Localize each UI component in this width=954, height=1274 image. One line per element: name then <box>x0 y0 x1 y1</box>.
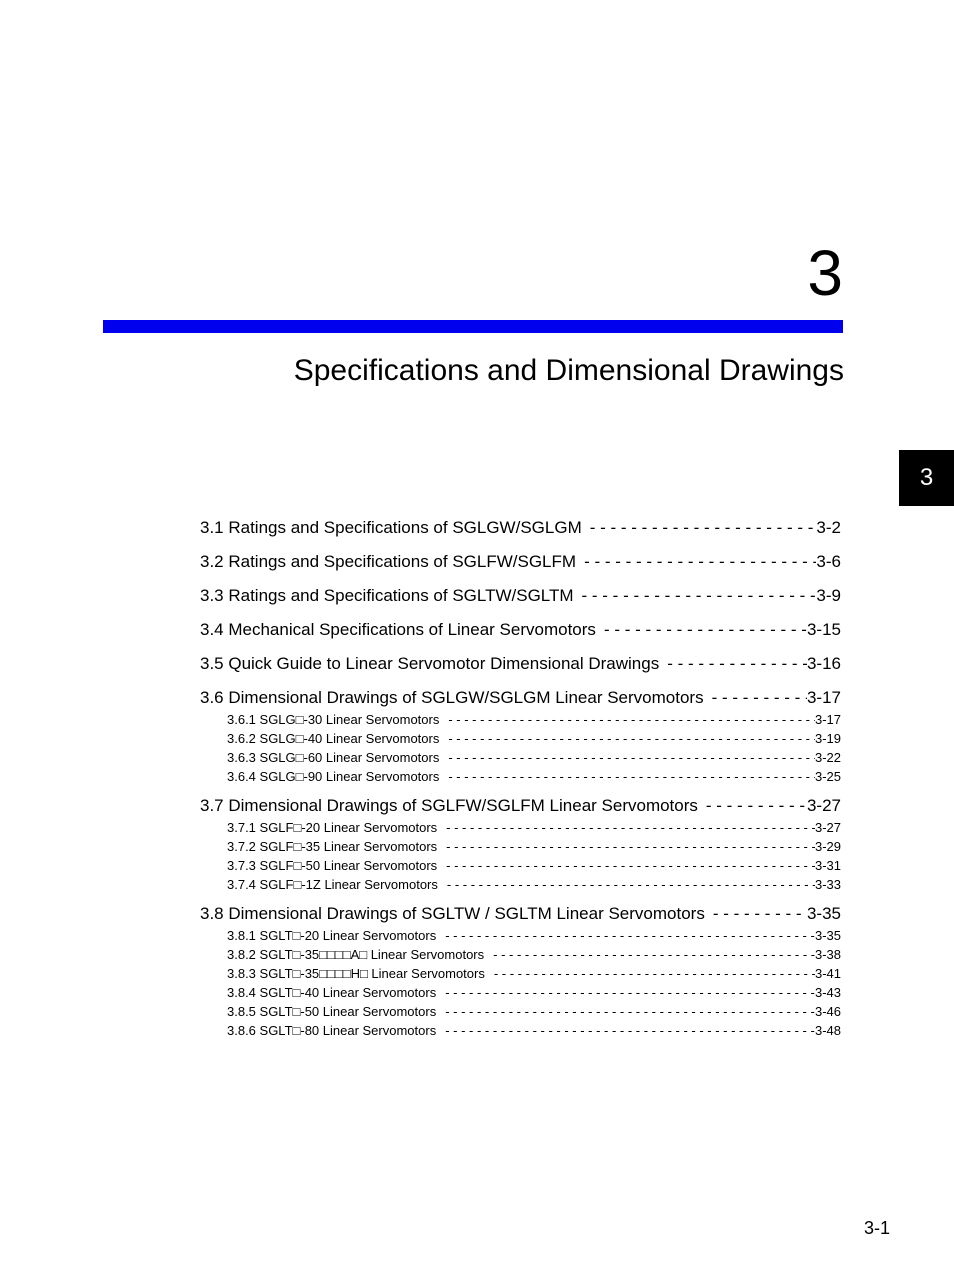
toc-leader <box>485 964 815 983</box>
toc-subentry-title: 3.6.1 SGLG□-30 Linear Servomotors <box>227 712 440 727</box>
toc-subentry-title: 3.8.1 SGLT□-20 Linear Servomotors <box>227 928 437 943</box>
toc-leader <box>439 710 815 729</box>
toc-leader <box>436 926 815 945</box>
toc-entry-3-1[interactable] <box>200 517 841 539</box>
page-number: 3-1 <box>863 1218 890 1238</box>
toc-entry-page: 3-17 <box>806 688 841 707</box>
toc-entry-3-8[interactable] <box>200 903 841 925</box>
toc-subentry-3-6-3[interactable] <box>227 748 841 767</box>
toc-leader <box>439 767 815 786</box>
toc-subentry-3-8-5[interactable] <box>227 1002 841 1021</box>
toc-subentry-page: 3-17 <box>814 712 841 727</box>
chapter-title: Specifications and Dimensional Drawings <box>293 354 844 387</box>
toc-subentry-page: 3-31 <box>814 858 841 873</box>
toc-entry-3-4[interactable] <box>200 619 841 641</box>
toc-entry-title: 3.5 Quick Guide to Linear Servomotor Dimensional Drawings <box>200 654 660 673</box>
toc-entry-3-7[interactable] <box>200 795 841 817</box>
toc-subentry-3-8-6[interactable] <box>227 1021 841 1040</box>
toc-subentry-3-6-1[interactable] <box>227 710 841 729</box>
toc-leader <box>437 818 815 837</box>
toc-subentry-page: 3-48 <box>814 1023 841 1038</box>
toc-entry-title: 3.7 Dimensional Drawings of SGLFW/SGLFM Linear Servomotors <box>200 796 698 815</box>
toc-entry-3-5[interactable] <box>200 653 841 675</box>
toc-leader <box>704 687 807 709</box>
toc-subentry-title: 3.8.5 SGLT□-50 Linear Servomotors <box>227 1004 437 1019</box>
toc-subentry-title: 3.8.3 SGLT□-35□□□□H□ Linear Servomotors <box>227 966 485 981</box>
toc-subentry-3-7-1[interactable] <box>227 818 841 837</box>
toc-subsection-list <box>200 818 841 894</box>
toc-subentry-3-8-3[interactable] <box>227 964 841 983</box>
toc-entry-page: 3-16 <box>806 654 841 673</box>
toc-entry-page: 3-27 <box>806 796 841 815</box>
toc-subsection-list <box>200 926 841 1040</box>
toc-subentry-page: 3-29 <box>814 839 841 854</box>
toc-entry-3-6[interactable] <box>200 687 841 709</box>
toc-leader <box>574 585 817 607</box>
toc-leader <box>437 856 815 875</box>
toc-entry-title: 3.6 Dimensional Drawings of SGLGW/SGLGM Linear Servomotors <box>200 688 704 707</box>
toc-subentry-title: 3.6.2 SGLG□-40 Linear Servomotors <box>227 731 440 746</box>
toc-leader <box>596 619 807 641</box>
toc-entry-title: 3.3 Ratings and Specifications of SGLTW/SGLTM <box>200 586 574 605</box>
toc-subentry-title: 3.7.4 SGLF□-1Z Linear Servomotors <box>227 877 438 892</box>
toc-entry-page: 3-15 <box>806 620 841 639</box>
toc-entry-page: 3-2 <box>816 518 841 537</box>
toc-subentry-3-6-4[interactable] <box>227 767 841 786</box>
toc-subentry-title: 3.7.3 SGLF□-50 Linear Servomotors <box>227 858 438 873</box>
toc-leader <box>659 653 807 675</box>
toc-entry-title: 3.2 Ratings and Specifications of SGLFW/SGLFM <box>200 552 577 571</box>
toc-entry-title: 3.8 Dimensional Drawings of SGLTW / SGLTM Linear Servomotors <box>200 904 705 923</box>
toc-subentry-page: 3-33 <box>814 877 841 892</box>
toc-subentry-3-8-4[interactable] <box>227 983 841 1002</box>
toc-subentry-page: 3-27 <box>814 820 841 835</box>
toc-subentry-title: 3.7.2 SGLF□-35 Linear Servomotors <box>227 839 438 854</box>
toc-subentry-page: 3-46 <box>814 1004 841 1019</box>
toc-subentry-title: 3.8.4 SGLT□-40 Linear Servomotors <box>227 985 437 1000</box>
toc-leader <box>437 837 815 856</box>
toc-entry-title: 3.1 Ratings and Specifications of SGLGW/SGLGM <box>200 518 582 537</box>
toc-subentry-title: 3.8.2 SGLT□-35□□□□A□ Linear Servomotors <box>227 947 485 962</box>
toc-leader <box>436 1002 815 1021</box>
toc-leader <box>698 795 807 817</box>
toc-subentry-3-7-4[interactable] <box>227 875 841 894</box>
toc-leader <box>705 903 807 925</box>
chapter-number: 3 <box>807 237 843 309</box>
toc-subentry-page: 3-22 <box>814 750 841 765</box>
toc-entry-page: 3-35 <box>806 904 841 923</box>
toc-subentry-page: 3-19 <box>814 731 841 746</box>
toc-subentry-page: 3-35 <box>814 928 841 943</box>
toc-subentry-3-6-2[interactable] <box>227 729 841 748</box>
toc-entry-3-2[interactable] <box>200 551 841 573</box>
toc-entry-page: 3-6 <box>816 552 841 571</box>
toc-subentry-3-7-2[interactable] <box>227 837 841 856</box>
toc-subentry-title: 3.6.4 SGLG□-90 Linear Servomotors <box>227 769 440 784</box>
toc-subentry-page: 3-25 <box>814 769 841 784</box>
toc-subentry-title: 3.6.3 SGLG□-60 Linear Servomotors <box>227 750 440 765</box>
toc-entry-title: 3.4 Mechanical Specifications of Linear Servomotors <box>200 620 596 639</box>
toc-entry-page: 3-9 <box>816 586 841 605</box>
toc-subentry-page: 3-41 <box>814 966 841 981</box>
toc-subentry-title: 3.8.6 SGLT□-80 Linear Servomotors <box>227 1023 437 1038</box>
table-of-contents <box>200 517 841 1049</box>
toc-leader <box>582 517 817 539</box>
toc-leader <box>436 983 815 1002</box>
toc-subentry-3-8-2[interactable] <box>227 945 841 964</box>
toc-subsection-list <box>200 710 841 786</box>
toc-leader <box>438 875 815 894</box>
toc-leader <box>439 729 815 748</box>
toc-subentry-title: 3.7.1 SGLF□-20 Linear Servomotors <box>227 820 438 835</box>
toc-entry-3-3[interactable] <box>200 585 841 607</box>
toc-leader <box>484 945 815 964</box>
toc-subentry-page: 3-43 <box>814 985 841 1000</box>
chapter-side-tab: 3 <box>899 450 954 506</box>
toc-subentry-page: 3-38 <box>814 947 841 962</box>
chapter-bar <box>103 320 843 333</box>
toc-subentry-3-8-1[interactable] <box>227 926 841 945</box>
toc-leader <box>576 551 816 573</box>
toc-leader <box>439 748 815 767</box>
toc-leader <box>436 1021 815 1040</box>
toc-subentry-3-7-3[interactable] <box>227 856 841 875</box>
